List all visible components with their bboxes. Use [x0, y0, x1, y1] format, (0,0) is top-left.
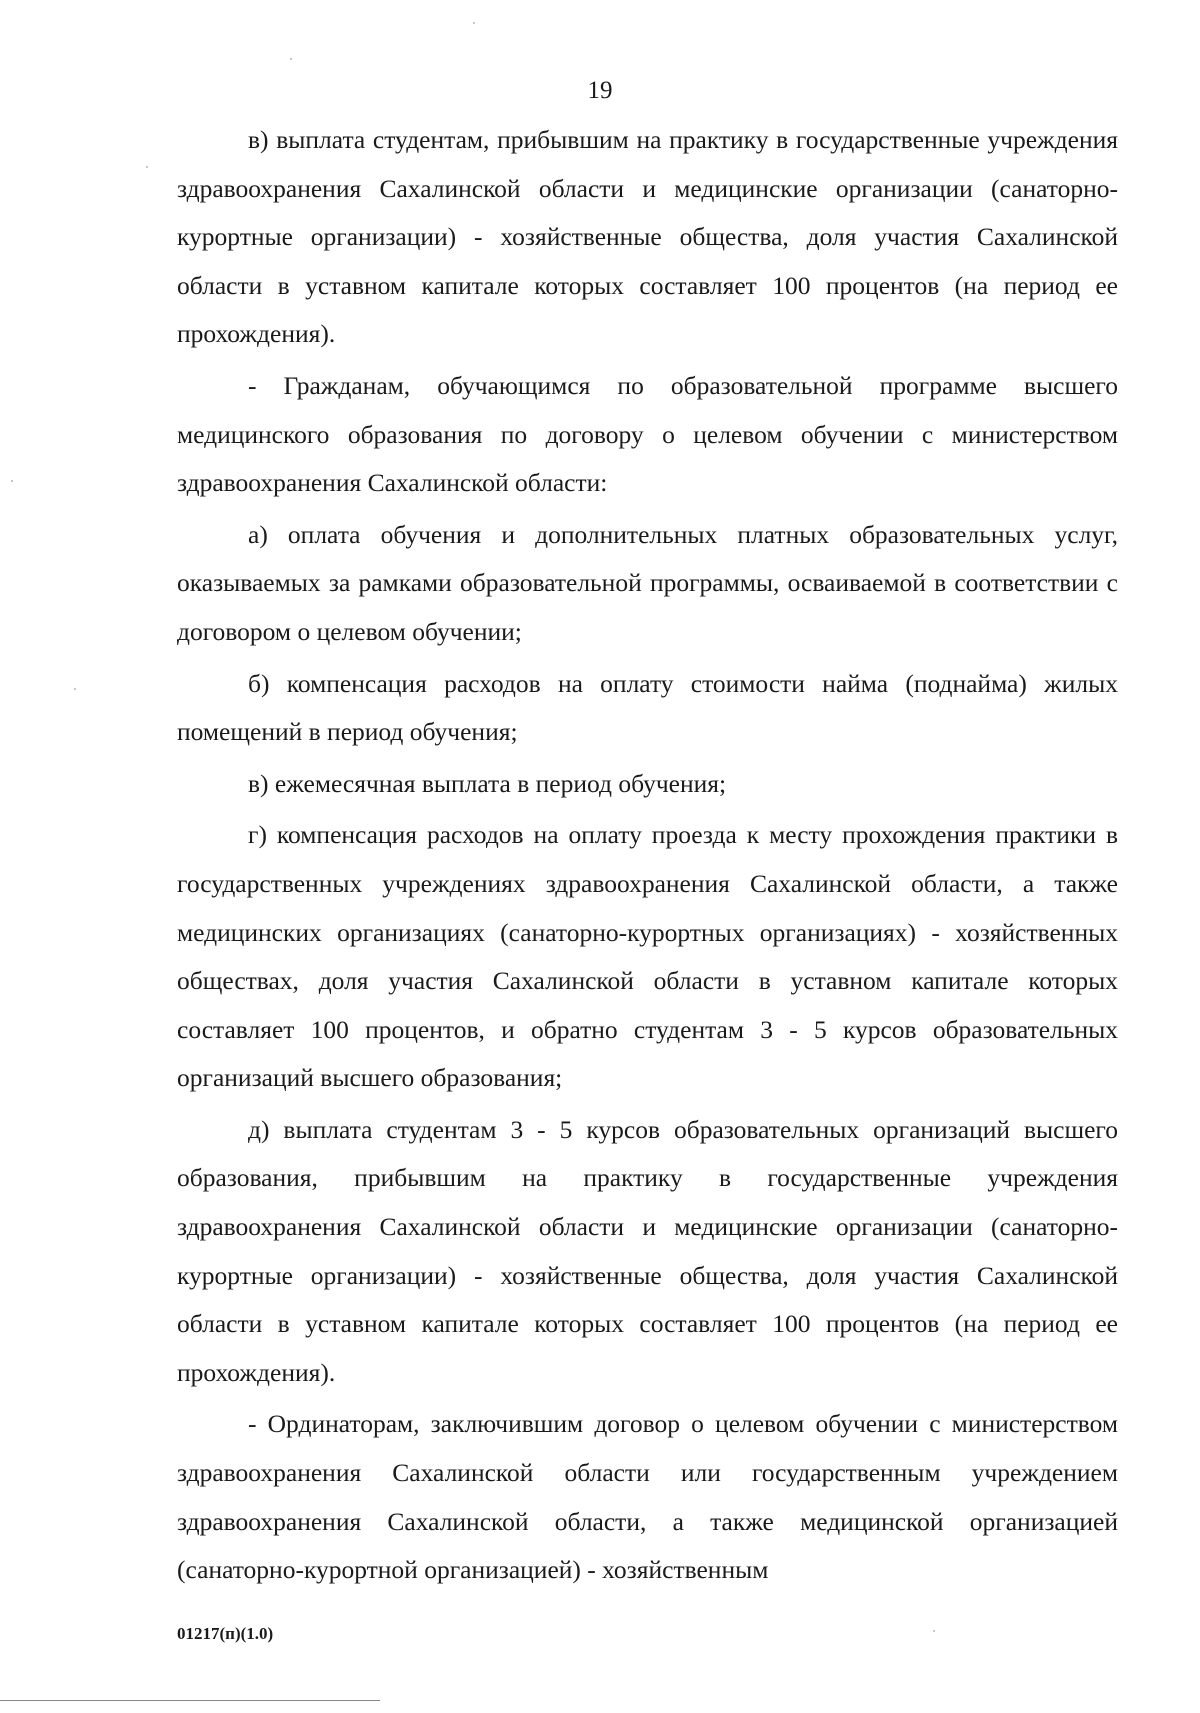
paragraph: в) ежемесячная выплата в период обучения;: [248, 768, 727, 798]
paragraph: - Гражданам, обучающимся по образовательной программе высшего медицинского образования по договору о целевом обучении с министерством здравоохранения Сахалинской области:: [177, 370, 1118, 498]
scan-speck: [290, 58, 292, 60]
scan-edge-line: [0, 1700, 380, 1701]
paragraph: а) оплата обучения и дополнительных платных образовательных услуг, оказываемых за рамками образовательной программы, осваиваемой в соответствии с договором о целевом обучении;: [177, 519, 1118, 646]
scan-speck: [933, 1630, 935, 1632]
document-code: 01217(п)(1.0): [177, 1624, 274, 1643]
paragraph: д) выплата студентам 3 - 5 курсов образовательных организаций высшего образования, прибывшим на практику в государственные учреждения здравоохранения Сахалинской области и медицинские организации (санаторно-курортные организации) - хозяйственные общества, доля участия Сахалинской области в уставном капитале которых составляет 100 процентов (на период ее прохождения).: [177, 1114, 1118, 1387]
scan-speck: [146, 166, 148, 168]
page-number: 19: [587, 77, 613, 104]
scan-speck: [11, 480, 13, 482]
document-body: [177, 116, 1118, 1598]
paragraph: в) выплата студентам, прибывшим на практику в государственные учреждения здравоохранения Сахалинской области и медицинские организации (санаторно-курортные организации) - хозяйственные общества, доля участия Сахалинской области в уставном капитале которых составляет 100 процентов (на период ее прохождения).: [177, 125, 1118, 349]
scan-speck: [74, 688, 76, 690]
paragraph: г) компенсация расходов на оплату проезда к месту прохождения практики в государственных учреждениях здравоохранения Сахалинской области, а также медицинских организациях (санаторно-курортных организациях) - хозяйственных обществах, доля участия Сахалинской области в уставном капитале которых составляет 100 процентов, и обратно студентам 3 - 5 курсов образовательных организаций высшего образования;: [177, 820, 1118, 1093]
scan-speck: [473, 22, 475, 24]
paragraph: - Ординаторам, заключившим договор о целевом обучении с министерством здравоохранения Сахалинской области или государственным учреждением здравоохранения Сахалинской области, а также медицинской организацией (санаторно-курортной организацией) - хозяйственным: [177, 1409, 1118, 1585]
paragraph: б) компенсация расходов на оплату стоимости найма (поднайма) жилых помещений в период обучения;: [177, 668, 1118, 747]
